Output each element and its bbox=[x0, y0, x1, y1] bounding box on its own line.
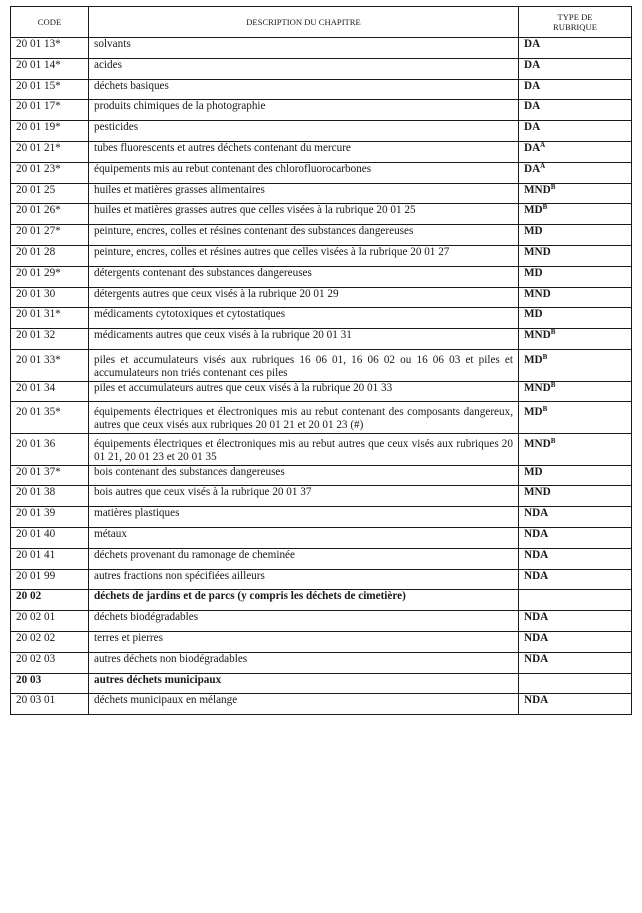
type-cell bbox=[519, 349, 632, 381]
section-row bbox=[11, 590, 632, 611]
type-cell bbox=[519, 204, 632, 225]
type-cell bbox=[519, 527, 632, 548]
type-cell bbox=[519, 652, 632, 673]
type-cell bbox=[519, 381, 632, 402]
code-cell: 20 01 37* bbox=[11, 465, 89, 486]
code-cell: 20 01 23* bbox=[11, 162, 89, 183]
table-row bbox=[11, 486, 632, 507]
description-cell: autres déchets non biodégradables bbox=[89, 652, 519, 673]
type-cell bbox=[519, 266, 632, 287]
code-cell: 20 01 13* bbox=[11, 38, 89, 59]
type-value: NDA bbox=[524, 527, 549, 540]
description-cell: huiles et matières grasses alimentaires bbox=[89, 183, 519, 204]
code-cell: 20 01 27* bbox=[11, 225, 89, 246]
type-cell bbox=[519, 569, 632, 590]
code-cell: 20 03 01 bbox=[11, 694, 89, 715]
type-value: DA bbox=[524, 38, 541, 50]
table-row bbox=[11, 381, 632, 402]
description-cell: déchets municipaux en mélange bbox=[89, 694, 519, 715]
description-cell: terres et pierres bbox=[89, 631, 519, 652]
type-value: MD bbox=[524, 204, 543, 217]
footnote-marker: B bbox=[542, 352, 548, 361]
table-row bbox=[11, 100, 632, 121]
table-row bbox=[11, 569, 632, 590]
code-cell: 20 01 40 bbox=[11, 527, 89, 548]
table-row bbox=[11, 225, 632, 246]
table-row bbox=[11, 527, 632, 548]
footnote-marker: A bbox=[540, 140, 546, 149]
header-type-line2: RUBRIQUE bbox=[553, 22, 597, 32]
type-value: NDA bbox=[524, 631, 549, 644]
description-cell: acides bbox=[89, 58, 519, 79]
waste-code-table bbox=[10, 6, 632, 715]
type-value: NDA bbox=[524, 507, 549, 520]
header-code: CODE bbox=[11, 7, 89, 38]
type-value: NDA bbox=[524, 569, 549, 582]
type-value: MND bbox=[524, 183, 551, 196]
table-row bbox=[11, 287, 632, 308]
code-cell: 20 01 34 bbox=[11, 381, 89, 402]
table-header-row bbox=[11, 7, 632, 38]
type-cell bbox=[519, 58, 632, 79]
table-row bbox=[11, 652, 632, 673]
code-cell: 20 01 26* bbox=[11, 204, 89, 225]
table-row bbox=[11, 79, 632, 100]
footnote-marker: B bbox=[542, 203, 548, 212]
code-cell: 20 02 02 bbox=[11, 631, 89, 652]
type-cell bbox=[519, 141, 632, 162]
description-cell: détergents contenant des substances dangereuses bbox=[89, 266, 519, 287]
code-cell: 20 01 32 bbox=[11, 329, 89, 350]
description-cell: équipements électriques et électroniques mis au rebut contenant des composants dangereux, autres que ceux visés aux rubriques 20 01 21 et 20 01 23 (#) bbox=[89, 402, 519, 434]
code-cell: 20 01 21* bbox=[11, 141, 89, 162]
type-value: MD bbox=[524, 266, 543, 279]
description-cell: bois contenant des substances dangereuses bbox=[89, 465, 519, 486]
description-cell: pesticides bbox=[89, 121, 519, 142]
type-value: NDA bbox=[524, 694, 549, 707]
type-value: MND bbox=[524, 486, 551, 499]
type-cell bbox=[519, 162, 632, 183]
footnote-marker: B bbox=[550, 182, 556, 191]
type-value: DA bbox=[524, 100, 541, 113]
type-cell bbox=[519, 694, 632, 715]
code-cell: 20 02 bbox=[11, 590, 89, 611]
code-cell: 20 01 29* bbox=[11, 266, 89, 287]
description-cell: produits chimiques de la photographie bbox=[89, 100, 519, 121]
type-value: DA bbox=[524, 58, 541, 71]
description-cell: peinture, encres, colles et résines contenant des substances dangereuses bbox=[89, 225, 519, 246]
description-cell: déchets provenant du ramonage de cheminée bbox=[89, 548, 519, 569]
description-cell: autres fractions non spécifiées ailleurs bbox=[89, 569, 519, 590]
type-value: DA bbox=[524, 141, 541, 154]
code-cell: 20 01 39 bbox=[11, 507, 89, 528]
description-cell: tubes fluorescents et autres déchets contenant du mercure bbox=[89, 141, 519, 162]
table-row bbox=[11, 204, 632, 225]
code-cell: 20 01 14* bbox=[11, 58, 89, 79]
type-value: MND bbox=[524, 287, 551, 300]
description-cell: déchets basiques bbox=[89, 79, 519, 100]
type-cell bbox=[519, 631, 632, 652]
footnote-marker: B bbox=[550, 436, 556, 445]
type-value: DA bbox=[524, 121, 541, 134]
type-cell bbox=[519, 308, 632, 329]
code-cell: 20 01 28 bbox=[11, 245, 89, 266]
type-cell bbox=[519, 329, 632, 350]
description-cell: médicaments cytotoxiques et cytostatiques bbox=[89, 308, 519, 329]
table-body bbox=[11, 38, 632, 715]
section-row bbox=[11, 673, 632, 694]
type-value: DA bbox=[524, 79, 541, 92]
footnote-marker: A bbox=[540, 161, 546, 170]
description-cell: médicaments autres que ceux visés à la rubrique 20 01 31 bbox=[89, 329, 519, 350]
code-cell: 20 03 bbox=[11, 673, 89, 694]
type-value: MND bbox=[524, 245, 551, 258]
table-row bbox=[11, 694, 632, 715]
table-row bbox=[11, 266, 632, 287]
code-cell: 20 01 35* bbox=[11, 402, 89, 434]
type-cell bbox=[519, 79, 632, 100]
description-cell: autres déchets municipaux bbox=[89, 673, 519, 694]
type-cell bbox=[519, 590, 632, 611]
type-cell bbox=[519, 100, 632, 121]
code-cell: 20 02 03 bbox=[11, 652, 89, 673]
description-cell: solvants bbox=[89, 38, 519, 59]
type-cell bbox=[519, 548, 632, 569]
type-cell bbox=[519, 507, 632, 528]
code-cell: 20 01 17* bbox=[11, 100, 89, 121]
type-value: MD bbox=[524, 465, 543, 478]
table-row bbox=[11, 631, 632, 652]
table-row bbox=[11, 162, 632, 183]
footnote-marker: B bbox=[550, 328, 556, 337]
table-row bbox=[11, 308, 632, 329]
table-row bbox=[11, 507, 632, 528]
type-value: NDA bbox=[524, 548, 549, 561]
type-value: MND bbox=[524, 329, 551, 342]
description-cell: piles et accumulateurs autres que ceux visés à la rubrique 20 01 33 bbox=[89, 381, 519, 402]
code-cell: 20 01 36 bbox=[11, 433, 89, 465]
header-type-line1: TYPE DE bbox=[557, 12, 593, 22]
description-cell: équipements mis au rebut contenant des chlorofluorocarbones bbox=[89, 162, 519, 183]
description-cell: piles et accumulateurs visés aux rubriques 16 06 01, 16 06 02 ou 16 06 03 et piles et accumulateurs non triés contenant ces piles bbox=[89, 349, 519, 381]
table-row bbox=[11, 402, 632, 434]
description-cell: peinture, encres, colles et résines autres que celles visées à la rubrique 20 01 27 bbox=[89, 245, 519, 266]
description-cell: équipements électriques et électroniques mis au rebut autres que ceux visés aux rubriques 20 01 21, 20 01 23 et 20 01 35 bbox=[89, 433, 519, 465]
code-cell: 20 01 15* bbox=[11, 79, 89, 100]
type-cell bbox=[519, 611, 632, 632]
table-row bbox=[11, 38, 632, 59]
header-type bbox=[519, 7, 632, 38]
description-cell: métaux bbox=[89, 527, 519, 548]
type-value: MND bbox=[524, 437, 551, 450]
code-cell: 20 01 41 bbox=[11, 548, 89, 569]
type-cell bbox=[519, 121, 632, 142]
table-row bbox=[11, 611, 632, 632]
table-row bbox=[11, 245, 632, 266]
code-cell: 20 02 01 bbox=[11, 611, 89, 632]
type-cell bbox=[519, 245, 632, 266]
type-value: DA bbox=[524, 162, 541, 175]
header-description: DESCRIPTION DU CHAPITRE bbox=[89, 7, 519, 38]
type-value: NDA bbox=[524, 652, 549, 665]
code-cell: 20 01 99 bbox=[11, 569, 89, 590]
code-cell: 20 01 33* bbox=[11, 349, 89, 381]
code-cell: 20 01 38 bbox=[11, 486, 89, 507]
description-cell: matières plastiques bbox=[89, 507, 519, 528]
table-row bbox=[11, 433, 632, 465]
table-row bbox=[11, 141, 632, 162]
type-cell bbox=[519, 486, 632, 507]
type-value: MD bbox=[524, 353, 543, 366]
description-cell: déchets biodégradables bbox=[89, 611, 519, 632]
type-cell bbox=[519, 465, 632, 486]
description-cell: huiles et matières grasses autres que celles visées à la rubrique 20 01 25 bbox=[89, 204, 519, 225]
description-cell: bois autres que ceux visés à la rubrique 20 01 37 bbox=[89, 486, 519, 507]
table-row bbox=[11, 329, 632, 350]
table-row bbox=[11, 121, 632, 142]
type-cell bbox=[519, 673, 632, 694]
type-value: MND bbox=[524, 381, 551, 394]
description-cell: déchets de jardins et de parcs (y compris les déchets de cimetière) bbox=[89, 590, 519, 611]
type-cell bbox=[519, 38, 632, 59]
table-row bbox=[11, 548, 632, 569]
type-cell bbox=[519, 287, 632, 308]
type-value: MD bbox=[524, 308, 543, 321]
type-value: MD bbox=[524, 406, 543, 419]
type-value: MD bbox=[524, 225, 543, 238]
type-cell bbox=[519, 225, 632, 246]
code-cell: 20 01 31* bbox=[11, 308, 89, 329]
code-cell: 20 01 30 bbox=[11, 287, 89, 308]
code-cell: 20 01 19* bbox=[11, 121, 89, 142]
table-row bbox=[11, 349, 632, 381]
type-cell bbox=[519, 402, 632, 434]
code-cell: 20 01 25 bbox=[11, 183, 89, 204]
footnote-marker: B bbox=[542, 405, 548, 414]
description-cell: détergents autres que ceux visés à la rubrique 20 01 29 bbox=[89, 287, 519, 308]
table-row bbox=[11, 183, 632, 204]
footnote-marker: B bbox=[550, 380, 556, 389]
table-row bbox=[11, 465, 632, 486]
type-value: NDA bbox=[524, 611, 549, 624]
type-cell bbox=[519, 183, 632, 204]
type-cell bbox=[519, 433, 632, 465]
table-row bbox=[11, 58, 632, 79]
